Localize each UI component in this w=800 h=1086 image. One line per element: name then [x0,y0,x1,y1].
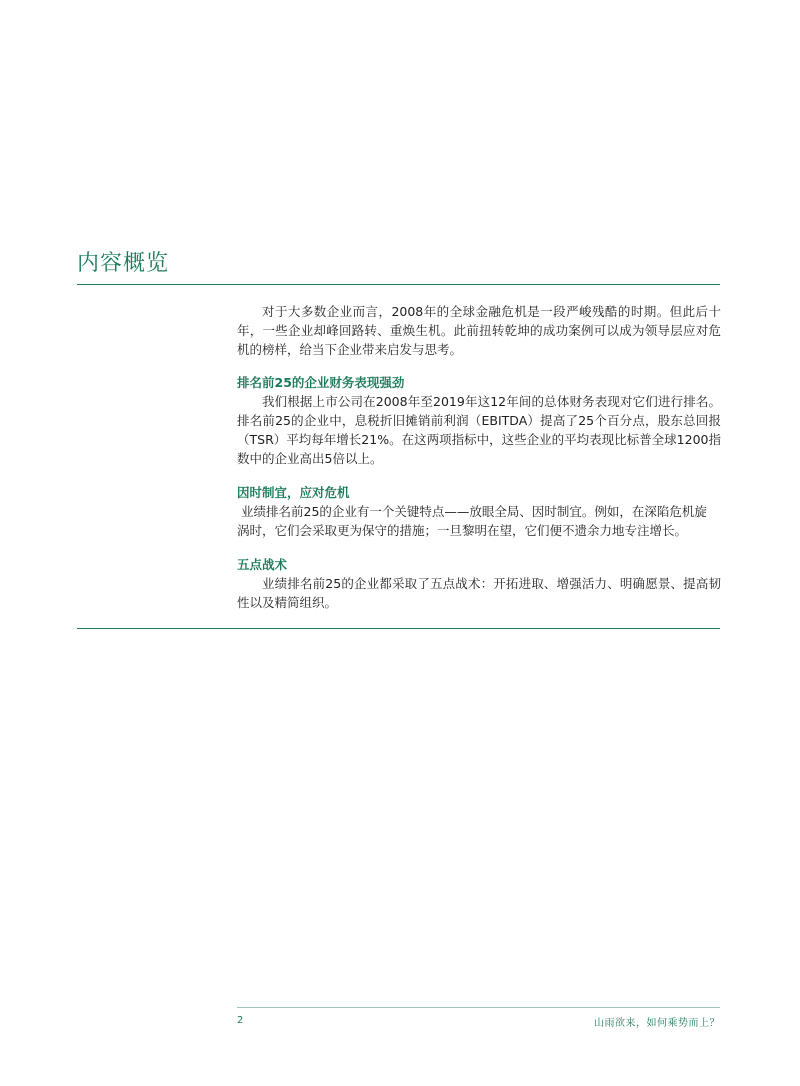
section-title: 内容概览 [77,251,170,276]
overview-content [237,302,721,627]
section-heading: 五点战术 [237,557,288,572]
section-body: 我们根据上市公司在2008年至2019年这12年间的总体财务表现对它们进行排名。排名前25的企业中，息税折旧摊销前利润（EBITDA）提高了25个百分点，股东总回报（TSR）平均每年增长21%。在这两项指标中，这些企业的平均表现比标普全球1200指数中的企业高出5倍以上。 [237,394,721,466]
section-tactics [237,555,721,612]
footer-divider [237,1007,720,1008]
intro-paragraph: 对于大多数企业而言，2008年的全球金融危机是一段严峻残酷的时期。但此后十年，一些企业却峰回路转、重焕生机。此前扭转乾坤的成功案例可以成为领导层应对危机的榜样，给当下企业带来启发与思考。 [237,304,721,357]
section-heading: 排名前25的企业财务表现强劲 [237,375,405,390]
bottom-divider [77,628,720,629]
top-divider [77,284,720,285]
page-number: 2 [237,1015,244,1026]
section-adapt [237,483,721,540]
intro-block [237,302,721,359]
section-financial [237,373,721,468]
section-body: 业绩排名前25的企业都采取了五点战术：开拓进取、增强活力、明确愿景、提高韧性以及精简组织。 [237,576,721,610]
section-body-line2: 涡时，它们会采取更为保守的措施；一旦黎明在望，它们便不遗余力地专注增长。 [237,523,688,538]
running-title: 山雨欲来，如何乘势而上？ [594,1018,720,1029]
section-body-line1: 业绩排名前25的企业有一个关键特点——放眼全局、因时制宜。例如，在深陷危机旋 [241,504,707,519]
section-heading: 因时制宜，应对危机 [237,485,350,500]
